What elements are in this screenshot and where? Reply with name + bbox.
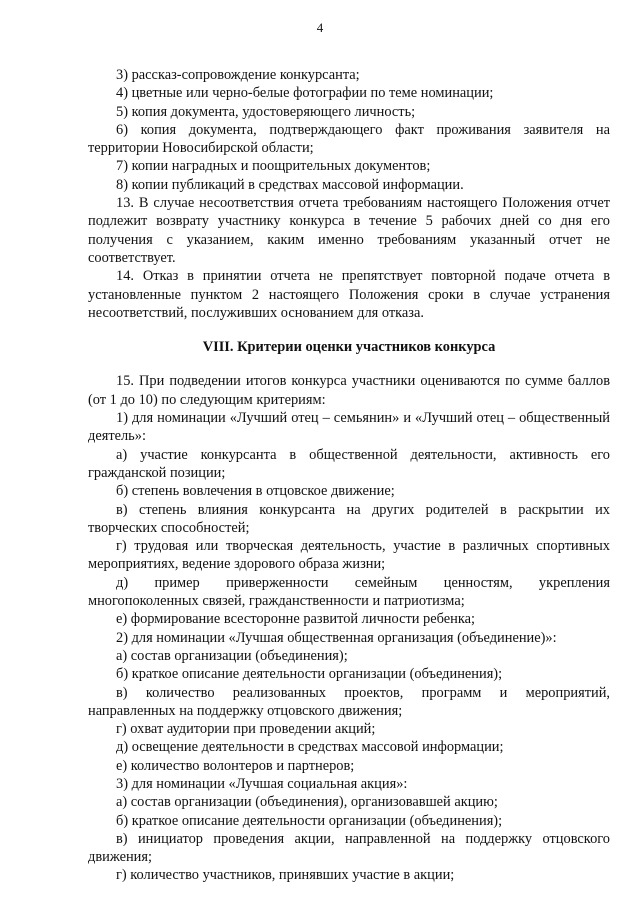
- list-item-story: 3) рассказ-сопровождение конкурсанта;: [116, 67, 360, 83]
- page-number: 4: [316, 20, 324, 35]
- criteria-item: в) количество реализованных проектов, программ и мероприятий, направленных на поддержку отцовского движения;: [88, 684, 610, 719]
- criteria-item: 2) для номинации «Лучшая общественная организация (объединение)»:: [116, 629, 557, 646]
- criteria-item: а) участие конкурсанта в общественной деятельности, активность его гражданской позиции;: [88, 446, 610, 481]
- criteria-item: е) количество волонтеров и партнеров;: [116, 757, 355, 774]
- criteria-item: г) охват аудитории при проведении акций;: [116, 721, 376, 738]
- criteria-item: г) количество участников, принявших участие в акции;: [116, 867, 455, 884]
- list-item-residence-copy: 6) копия документа, подтверждающего факт проживания заявителя на территории Новосибирской области;: [88, 121, 610, 157]
- criteria-item: б) краткое описание деятельности организации (объединения);: [116, 666, 503, 683]
- criteria-item: в) степень влияния конкурсанта на других родителей в раскрытии их творческих способностей;: [88, 501, 610, 536]
- criteria-item: в) инициатор проведения акции, направленной на поддержку отцовского движения;: [88, 830, 610, 866]
- criteria-item: 3) для номинации «Лучшая социальная акция»:: [116, 775, 408, 792]
- section-heading: VIII. Критерии оценки участников конкурса: [202, 339, 496, 356]
- criteria-item: е) формирование всесторонне развитой личности ребенка;: [116, 611, 475, 628]
- criteria-item: б) краткое описание деятельности организации (объединения);: [116, 812, 503, 829]
- criteria-item: б) степень вовлечения в отцовское движение;: [116, 483, 395, 500]
- criteria-item: а) состав организации (объединения);: [116, 647, 348, 664]
- criteria-item: 1) для номинации «Лучший отец – семьянин» и «Лучший отец – общественный деятель»:: [88, 410, 610, 445]
- criteria-item: г) трудовая или творческая деятельность, участие в различных спортивных мероприятиях, ведение здорового образа жизни;: [88, 538, 610, 573]
- clause-13: 13. В случае несоответствия отчета требованиям настоящего Положения отчет подлежит возврату участнику конкурса в течение 5 рабочих дней со дня его получения с указанием, каким именно требованиям указанный отчет не соответствует.: [88, 195, 610, 266]
- clause-15: 15. При подведении итогов конкурса участники оцениваются по сумме баллов (от 1 до 10) по следующим критериям:: [88, 373, 610, 408]
- list-item-awards-copy: 7) копии наградных и поощрительных документов;: [116, 158, 431, 175]
- list-item-publications-copy: 8) копии публикаций в средствах массовой информации.: [116, 176, 464, 193]
- document-body: [88, 66, 610, 885]
- list-item-photos: 4) цветные или черно-белые фотографии по теме номинации;: [116, 85, 494, 102]
- criteria-item: д) освещение деятельности в средствах массовой информации;: [116, 739, 504, 756]
- list-item-id-copy: 5) копия документа, удостоверяющего личность;: [116, 103, 416, 120]
- clause-14: 14. Отказ в принятии отчета не препятствует повторной подаче отчета в установленные пунктом 2 настоящего Положения сроки в случае устранения несоответствий, послуживших основанием для отказа.: [88, 268, 610, 321]
- criteria-item: а) состав организации (объединения), организовавшей акцию;: [116, 794, 498, 811]
- criteria-item: д) пример приверженности семейным ценностям, укрепления многопоколенных связей, гражданственности и патриотизма;: [88, 574, 610, 610]
